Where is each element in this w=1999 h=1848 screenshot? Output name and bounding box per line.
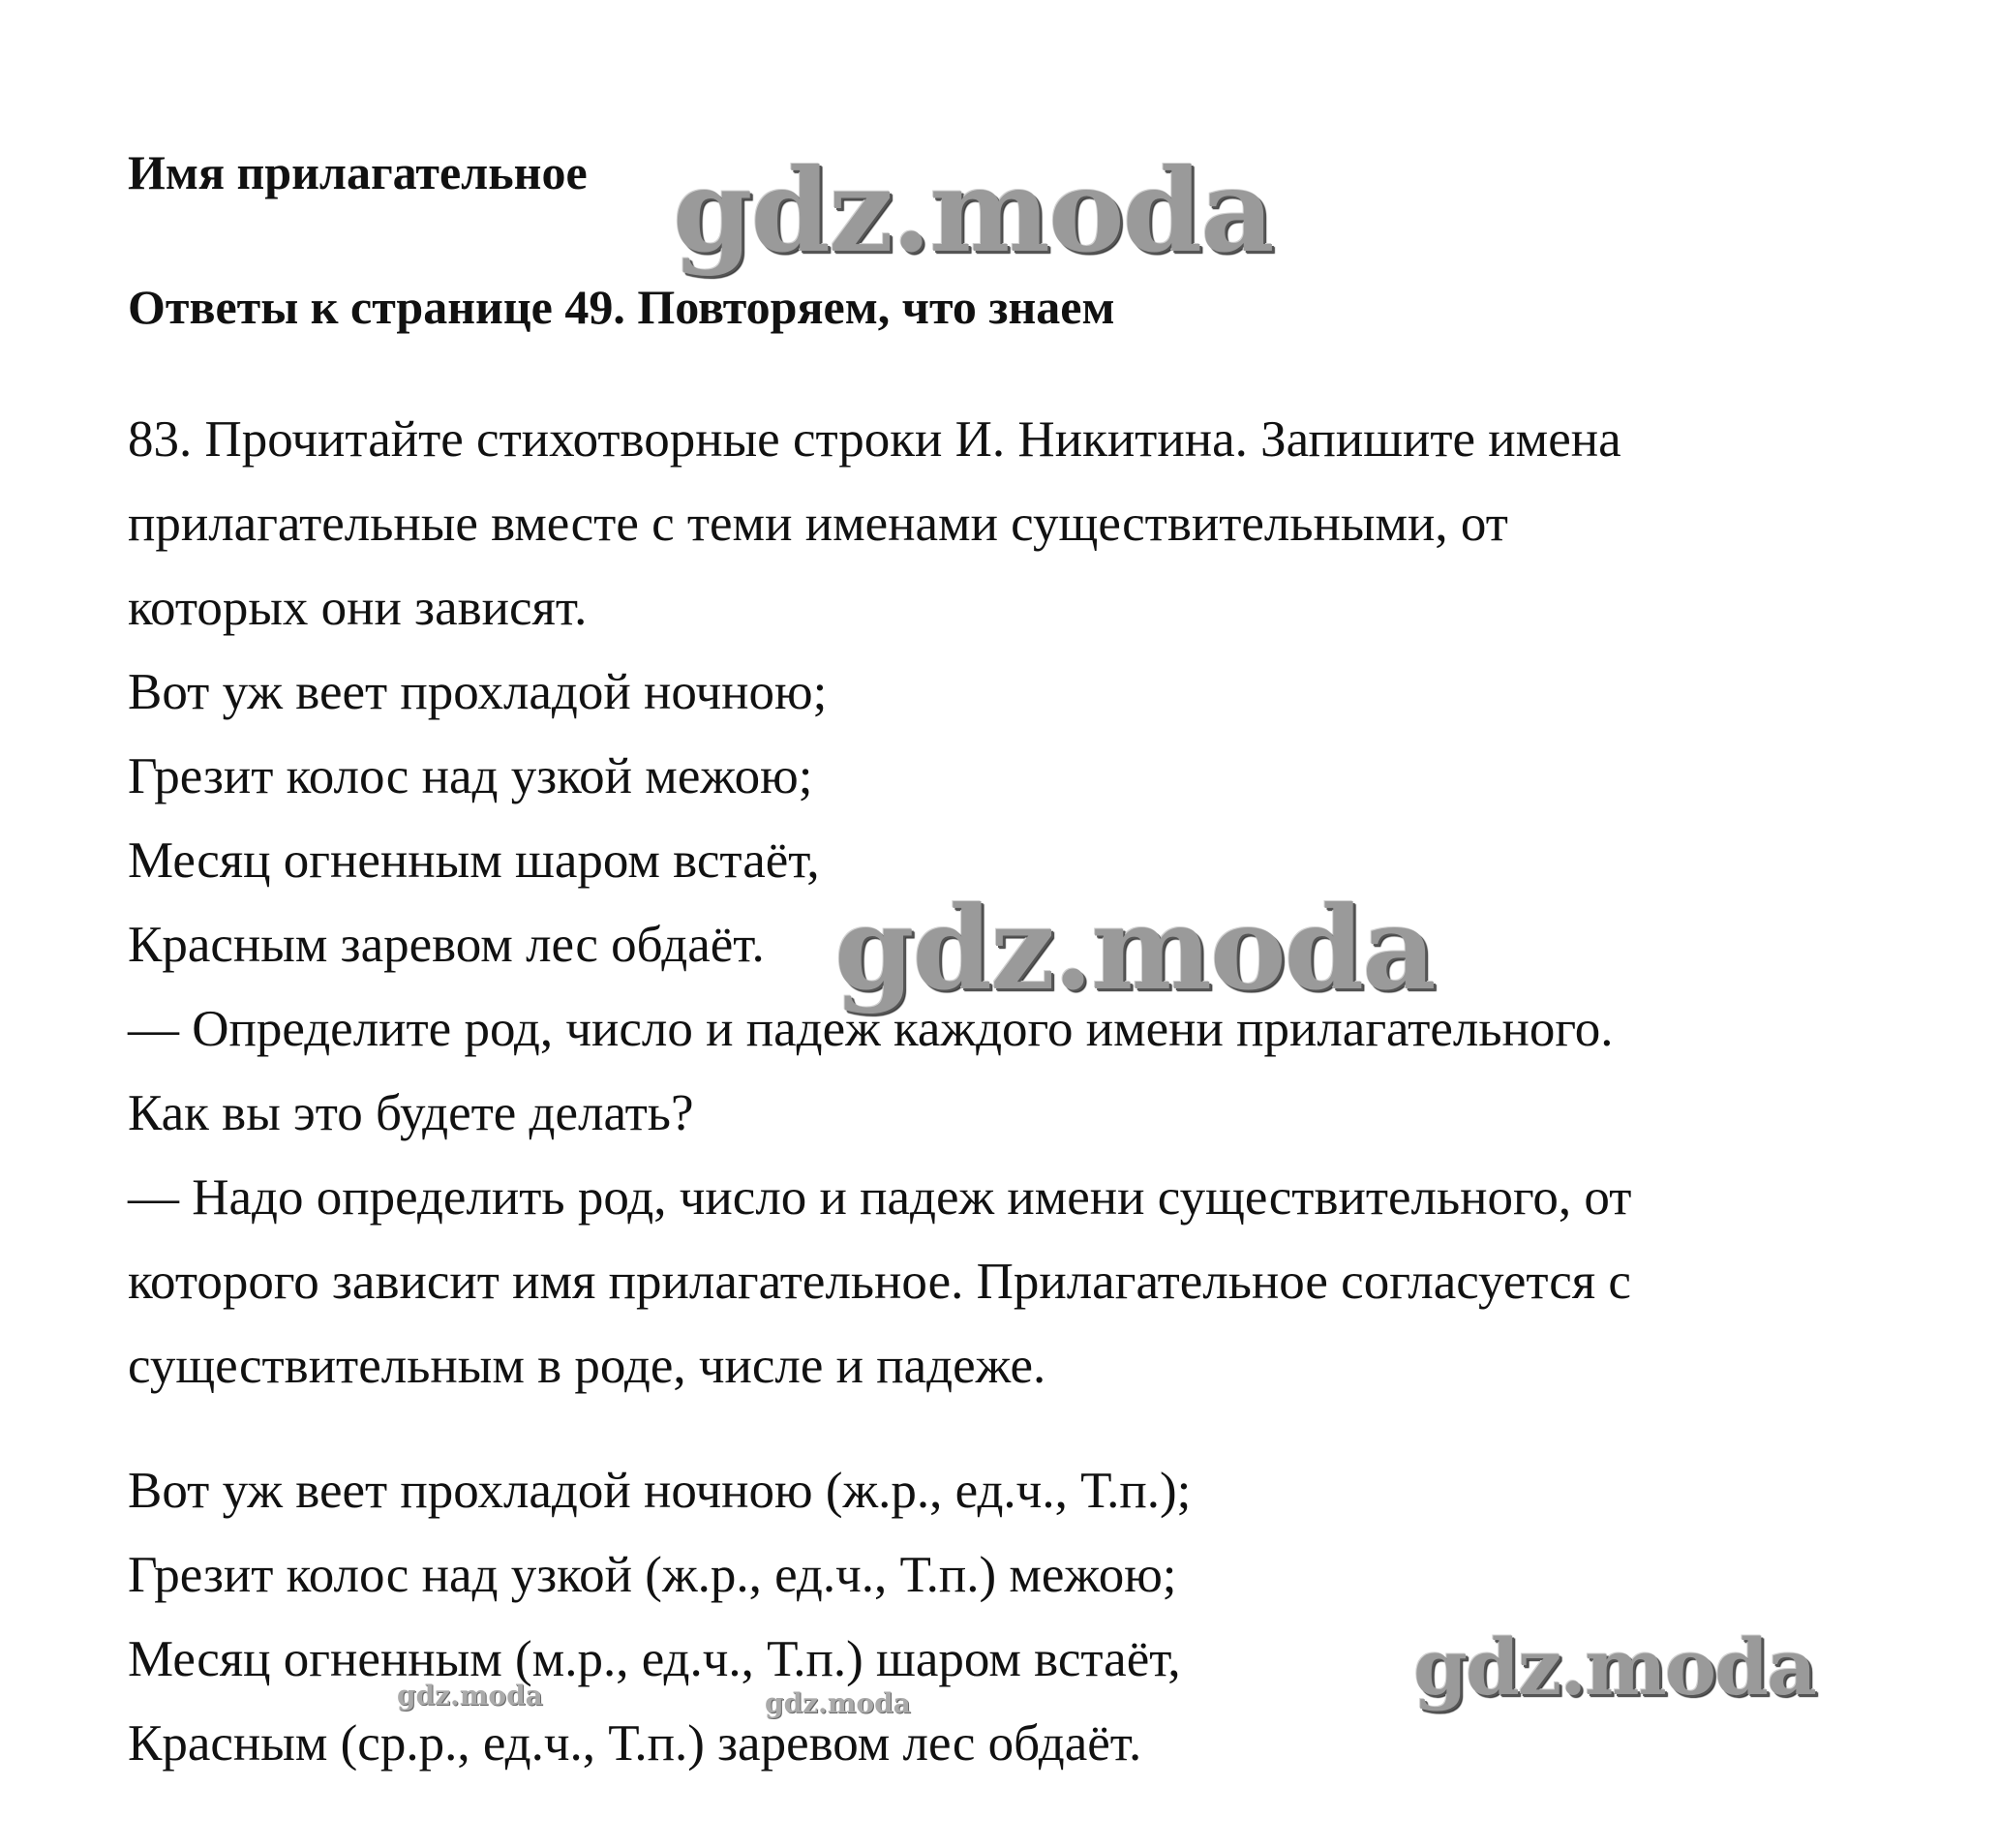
watermark: gdz.moda [834, 881, 1435, 1015]
poem-line: Красным заревом лес обдаёт. [128, 917, 765, 973]
answer-line: Грезит колос над узкой (ж.р., ед.ч., Т.п.) межою; [128, 1547, 1177, 1603]
page-subtitle: Ответы к странице 49. Повторяем, что знаем [128, 280, 1115, 334]
watermark: gdz.moda [397, 1680, 543, 1712]
task-line: прилагательные вместе с теми именами существительными, от [128, 496, 1508, 552]
task-line: 83. Прочитайте стихотворные строки И. Никитина. Запишите имена [128, 411, 1621, 468]
poem-line: Грезит колос над узкой межою; [128, 748, 813, 804]
dialogue-line: — Определите род, число и падеж каждого имени прилагательного. [128, 1001, 1614, 1057]
dialogue-line: — Надо определить род, число и падеж имени существительного, от [128, 1169, 1632, 1226]
dialogue-line: которого зависит имя прилагательное. Прилагательное согласуется с [128, 1254, 1631, 1310]
poem-line: Вот уж веет прохладой ночною; [128, 664, 828, 720]
answer-line: Месяц огненным (м.р., ед.ч., Т.п.) шаром встаёт, [128, 1631, 1181, 1687]
dialogue-line: существительным в роде, числе и падеже. [128, 1338, 1046, 1394]
watermark: gdz.moda [1413, 1621, 1815, 1712]
poem-line: Месяц огненным шаром встаёт, [128, 833, 820, 889]
answer-line: Красным (ср.р., ед.ч., Т.п.) заревом лес обдаёт. [128, 1715, 1142, 1772]
watermark: gdz.moda [673, 143, 1273, 278]
task-line: которых они зависят. [128, 580, 588, 636]
section-title: Имя прилагательное [128, 145, 588, 199]
watermark: gdz.moda [765, 1687, 911, 1719]
dialogue-line: Как вы это будете делать? [128, 1085, 694, 1141]
answer-line: Вот уж веет прохладой ночною (ж.р., ед.ч., Т.п.); [128, 1463, 1192, 1519]
